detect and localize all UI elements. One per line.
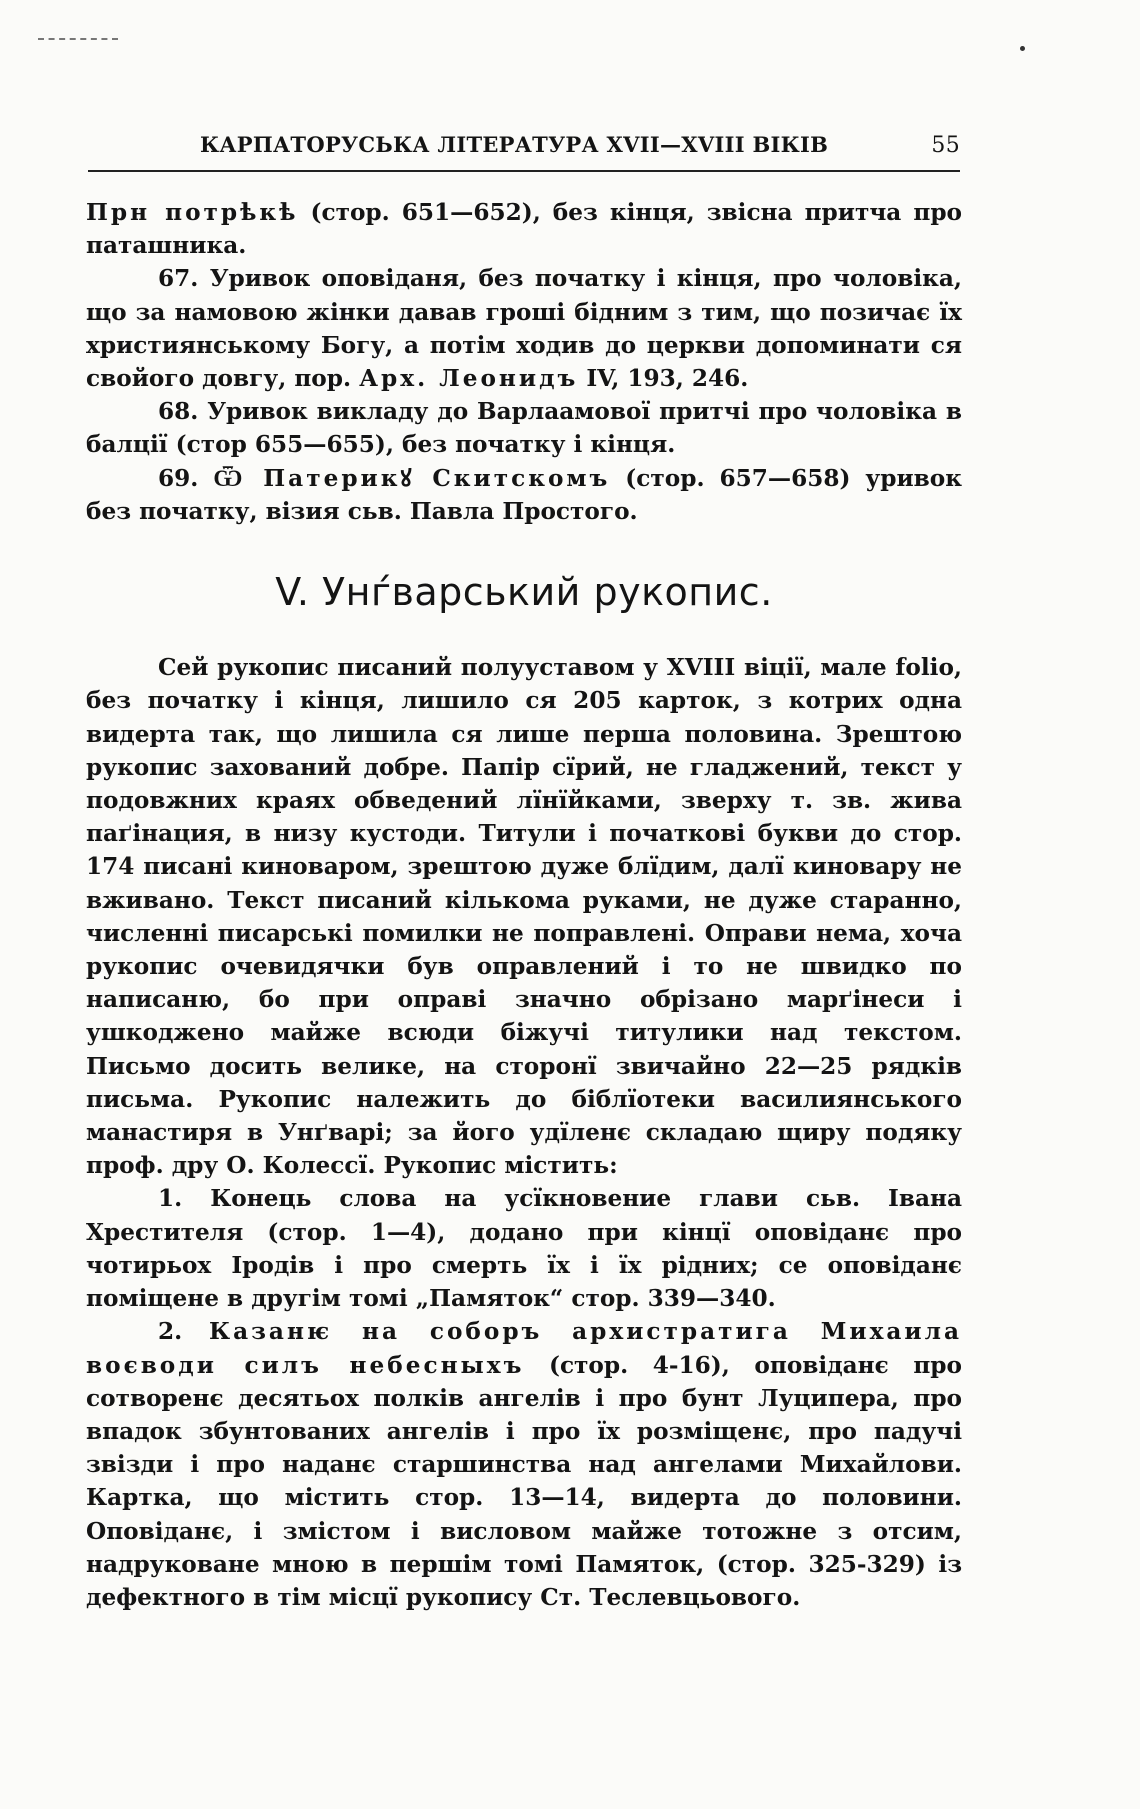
paragraph-text: IV, 193, 246. [578,365,749,393]
scan-artifact [1020,46,1025,51]
paragraph-text: 2. [158,1318,209,1346]
section-heading: V. Унѓварський рукопис. [275,570,773,615]
item-69 [86,462,962,528]
header-title: КАРПАТОРУСЬКА ЛІТЕРАТУРА XVII—XVIII ВІКІВ [200,132,829,157]
section-paragraph: Сей рукопис писаний полууставом у XVIII віції, мале folio, без початку і кінця, лишило ся 205 карток, з котрих одна видерта так, що лишила ся лише перша половина. Зрештою рукопис захований добре. Папір сїрий, не гладжений, текст у подовжних краях обведений лїнїйками, зверху т. зв. жива паґінация, в низу кустоди. Титули і початкові букви до стор. 174 писані киноваром, зрештою дуже блїдим, далї киновару не вживано. Текст писаний кількома руками, не дуже старанно, численні писарські помилки не поправлені. Оправи нема, хоча рукопис очевидячки був оправлений і то не швидко по написаню, бо при оправі значно обрізано марґінеси і ушкоджено майже всюди біжучі титулики над текстом. Письмо досить велике, на сторонї звичайно 22—25 рядків письма. Рукопис належить до біблїотеки василиянського манастиря в Унґварі; за його удїленє складаю щиру подяку проф. дру О. Колессї. Рукопис містить: [86,654,962,1180]
paragraph-text: 69. [158,464,214,492]
citation: Арх. Леонидъ [359,365,579,393]
content-item-1: 1. Конець слова на усїкновение глави сьв. Івана Хрестителя (стор. 1—4), додано при кінцї оповіданє про чотирьох Іродів і про смерть їх і їх рідних; се оповіданє поміщене в другім томі „Памяток“ стор. 339—340. [86,1185,962,1313]
content-item-2 [86,1315,962,1614]
running-header [200,132,960,158]
paragraph-text: (стор. 4-16), оповіданє про сотворенє десятьох полків ангелів і про бунт Луципера, про впадок збунтованих ангелів і про їх розміщенє, про падучі звізди і про наданє старшинства над ангелами Михайлови. Картка, що містить стор. 13—14, видерта до половини. Оповіданє, і змістом і висловом майже тотожне з отсим, надруковане мною в першім томі Памяток, (стор. 325-329) із дефектного в тім місцї рукопису Ст. Теслевцьового. [86,1351,962,1611]
scan-artifact [38,38,118,40]
paragraph-text: (стор. 657—658) уривок без початку, візия сьв. Павла Простого. [86,464,962,525]
slavonic-title: Ѿ Патерикꙋ Скитскомъ [213,464,611,492]
slavonic-title: Прн потрѣкѣ [86,199,299,226]
slavonic-title: Казанѥ на соборъ архистратига Михаила воєводи силъ небесныхъ [86,1318,962,1379]
page-number: 55 [931,133,960,158]
header-rule [88,170,960,172]
paragraph-text: (стор. 651—652), без кінця, звісна притча про паташника. [86,199,962,260]
item-68: 68. Уривок викладу до Варлаамової притчі про чоловіка в балції (стор 655—655), без початку і кінця. [86,398,962,459]
item-67 [86,262,962,395]
item-66-continuation [86,196,962,262]
body-text [86,196,962,1614]
paragraph-text: 67. Уривок оповіданя, без початку і кінця, про чоловіка, що за намовою жінки давав гроші бідним з тим, що позичає їх християнському Богу, а потім ходив до церкви допоминати ся свойого довгу, пор. [86,265,962,393]
